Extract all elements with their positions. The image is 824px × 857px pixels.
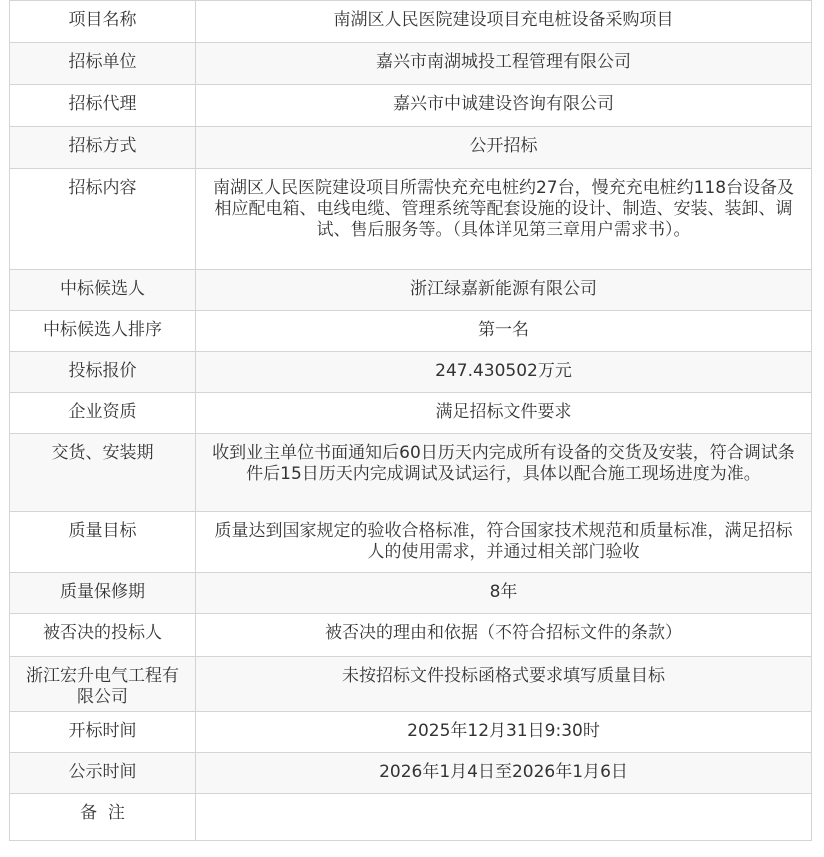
row-label: 招标代理: [10, 85, 196, 127]
row-value: 质量达到国家规定的验收合格标准，符合国家技术规范和质量标准，满足招标人的使用需求，并通过相关部门验收: [196, 512, 812, 573]
row-label: 招标内容: [10, 169, 196, 270]
row-value: 满足招标文件要求: [196, 393, 812, 434]
row-value: 247.430502万元: [196, 352, 812, 393]
row-candidate-rank: [10, 311, 812, 352]
row-label: 被否决的投标人: [10, 614, 196, 657]
row-value: 第一名: [196, 311, 812, 352]
row-value: [196, 794, 812, 841]
row-value: 公开招标: [196, 127, 812, 169]
row-value: 嘉兴市南湖城投工程管理有限公司: [196, 43, 812, 85]
row-tender-unit: [10, 43, 812, 85]
row-qualification: [10, 393, 812, 434]
row-tender-agent: [10, 85, 812, 127]
row-project-name: [10, 1, 812, 43]
row-value: 2025年12月31日9:30时: [196, 712, 812, 753]
row-remarks: [10, 794, 812, 841]
row-winning-candidate: [10, 270, 812, 311]
row-label: 招标单位: [10, 43, 196, 85]
row-label: 项目名称: [10, 1, 196, 43]
row-label: 开标时间: [10, 712, 196, 753]
bid-result-table: [9, 0, 812, 841]
row-value: 嘉兴市中诚建设咨询有限公司: [196, 85, 812, 127]
row-label: 备 注: [10, 794, 196, 841]
row-delivery-period: [10, 434, 812, 512]
row-value: 收到业主单位书面通知后60日历天内完成所有设备的交货及安装，符合调试条件后15日历天内完成调试及试运行，具体以配合施工现场进度为准。: [196, 434, 812, 512]
row-rejected-bidders-header: [10, 614, 812, 657]
row-label: 企业资质: [10, 393, 196, 434]
row-warranty: [10, 573, 812, 614]
row-label: 中标候选人排序: [10, 311, 196, 352]
row-bid-price: [10, 352, 812, 393]
row-publicity-time: [10, 753, 812, 794]
row-value: 8年: [196, 573, 812, 614]
row-label: 投标报价: [10, 352, 196, 393]
row-opening-time: [10, 712, 812, 753]
row-rejected-bidder: [10, 657, 812, 712]
row-label: 浙江宏升电气工程有限公司: [10, 657, 196, 712]
row-label: 公示时间: [10, 753, 196, 794]
row-label: 中标候选人: [10, 270, 196, 311]
row-label: 质量保修期: [10, 573, 196, 614]
row-tender-method: [10, 127, 812, 169]
row-value: 南湖区人民医院建设项目所需快充充电桩约27台，慢充充电桩约118台设备及相应配电箱、电线电缆、管理系统等配套设施的设计、制造、安装、装卸、调试、售后服务等。（具体详见第三章用户需求书）。: [196, 169, 812, 270]
row-value: 未按招标文件投标函格式要求填写质量目标: [196, 657, 812, 712]
row-label: 交货、安装期: [10, 434, 196, 512]
row-tender-content: [10, 169, 812, 270]
row-label: 招标方式: [10, 127, 196, 169]
row-value: 被否决的理由和依据（不符合招标文件的条款）: [196, 614, 812, 657]
row-value: 浙江绿嘉新能源有限公司: [196, 270, 812, 311]
row-quality-target: [10, 512, 812, 573]
row-value: 南湖区人民医院建设项目充电桩设备采购项目: [196, 1, 812, 43]
row-value: 2026年1月4日至2026年1月6日: [196, 753, 812, 794]
row-label: 质量目标: [10, 512, 196, 573]
